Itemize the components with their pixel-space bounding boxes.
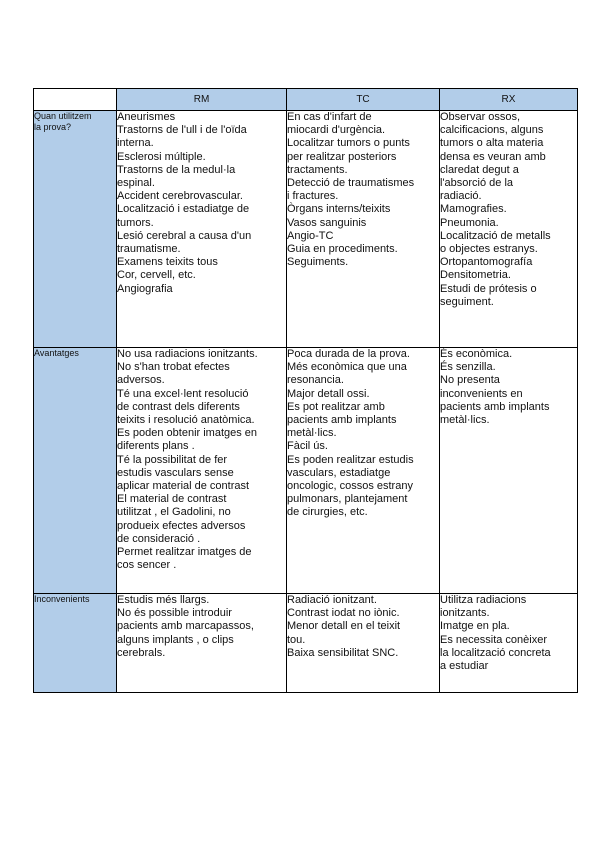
header-row [34, 89, 578, 111]
cell-line: tractaments. [287, 163, 348, 176]
cell-tc [287, 594, 440, 693]
cell-line: de consideració . [117, 532, 201, 545]
cell-line: Lesió cerebral a causa d'un [117, 229, 252, 242]
cell-line: Òrgans interns/teixits [287, 203, 391, 216]
cell-line: seguiment. [440, 295, 494, 308]
cell-line: aplicar material de contrast [117, 480, 250, 493]
row-header-line: Inconvenients [34, 594, 90, 604]
cell-line: Estudis més llargs. [117, 594, 210, 606]
header-tc: TC [287, 89, 440, 111]
cell-line: No usa radiacions ionitzants. [117, 348, 258, 360]
cell-line: pacients amb marcapassos, [117, 620, 254, 633]
cell-line: Ortopantomografía [440, 256, 533, 269]
cell-line: En cas d'infart de [287, 111, 372, 123]
cell-rx [440, 348, 578, 594]
cell-line: metàl·lics. [440, 414, 490, 427]
cell-line: estudis vasculars sense [117, 466, 234, 479]
cell-rx [440, 594, 578, 693]
cell-line: Trastorns de la medul·la [117, 163, 236, 176]
cell-line: Accident cerebrovascular. [117, 190, 243, 203]
row-header-line: la prova? [34, 122, 72, 132]
cell-line: Permet realitzar imatges de [117, 546, 252, 559]
cell-line: Observar ossos, [440, 111, 521, 123]
row-header [34, 594, 117, 693]
cell-line: El material de contrast [117, 493, 227, 506]
cell-line: oncologic, cossos estrany [287, 480, 413, 493]
row-header-line: Quan utilitzem [34, 111, 92, 121]
cell-line: tumors. [117, 216, 154, 229]
cell-line: pulmonars, plantejament [287, 493, 408, 506]
cell-line: Menor detall en el teixit [287, 620, 401, 633]
cell-line: cerebrals. [117, 646, 166, 659]
cell-line: densa es veuran amb [440, 150, 546, 163]
cell-line: radiació. [440, 190, 482, 203]
row-header [34, 348, 117, 594]
row-advantages [34, 348, 578, 594]
cell-line: pacients amb implants [287, 414, 397, 427]
cell-rm [117, 111, 287, 348]
cell-line: Es poden obtenir imatges en [117, 427, 258, 440]
cell-line: inconvenients en [440, 387, 523, 400]
cell-tc [287, 111, 440, 348]
cell-line: Més econòmica que una [287, 361, 407, 374]
header-rx: RX [440, 89, 578, 111]
row-header [34, 111, 117, 348]
cell-line: de contrast dels diferents [117, 400, 240, 413]
cell-line: ionitzants. [440, 607, 490, 620]
cell-line: produeix efectes adversos [117, 519, 246, 532]
cell-line: Baixa sensibilitat SNC. [287, 646, 399, 659]
cell-line: Imatge en pla. [440, 620, 510, 633]
cell-line: No és possible introduir [117, 607, 232, 620]
cell-line: Contrast iodat no iònic. [287, 607, 400, 620]
cell-line: tumors o alta materia [440, 137, 544, 150]
cell-line: espinal. [117, 177, 155, 190]
cell-line: calcificacions, alguns [440, 124, 544, 137]
cell-line: Seguiments. [287, 256, 349, 269]
cell-rx [440, 111, 578, 348]
cell-line: Cor, cervell, etc. [117, 269, 196, 282]
cell-line: pacients amb implants [440, 400, 550, 413]
cell-line: Localització de metalls [440, 229, 551, 242]
cell-line: Detecció de traumatismes [287, 177, 415, 190]
cell-line: Aneurismes [117, 111, 176, 123]
cell-line: Examens teixits tous [117, 256, 218, 269]
cell-line: Mamografies. [440, 203, 507, 216]
header-rm: RM [117, 89, 287, 111]
cell-line: Fàcil ús. [287, 440, 328, 453]
cell-line: tou. [287, 633, 306, 646]
cell-line: No presenta [440, 374, 500, 387]
cell-line: utilitzat , el Gadolini, no [117, 506, 231, 519]
comparison-table [33, 88, 578, 693]
cell-line: Angiografia [117, 282, 173, 295]
header-corner [34, 89, 117, 111]
cell-line: Esclerosi múltiple. [117, 150, 206, 163]
cell-line: resonancia. [287, 374, 344, 387]
cell-line: Pneumonia. [440, 216, 499, 229]
cell-line: Utilitza radiacions [440, 594, 527, 606]
cell-line: Radiació ionitzant. [287, 594, 377, 606]
cell-line: És senzilla. [440, 361, 496, 374]
cell-line: Es pot realitzar amb [287, 400, 385, 413]
cell-line: Angio-TC [287, 229, 334, 242]
cell-line: o objectes estranys. [440, 243, 538, 256]
cell-line: Trastorns de l'ull i de l'oïda [117, 124, 247, 137]
cell-rm [117, 594, 287, 693]
cell-line: Es necessita conèixer [440, 633, 547, 646]
cell-line: diferents plans . [117, 440, 195, 453]
cell-line: de cirurgies, etc. [287, 506, 368, 519]
cell-line: Vasos sanguinis [287, 216, 367, 229]
cell-line: Poca durada de la prova. [287, 348, 410, 360]
cell-line: Estudi de prótesis o [440, 282, 537, 295]
cell-line: a estudiar [440, 660, 489, 673]
cell-line: traumatisme. [117, 243, 181, 256]
cell-line: metàl·lics. [287, 427, 337, 440]
row-header-line: Avantatges [34, 348, 79, 358]
cell-line: claredat degut a [440, 163, 519, 176]
cell-line: per realitzar posteriors [287, 150, 397, 163]
cell-line: Localitzar tumors o punts [287, 137, 410, 150]
cell-rm [117, 348, 287, 594]
cell-line: Major detall ossi. [287, 387, 370, 400]
cell-line: Té una excel·lent resolució [117, 387, 249, 400]
cell-line: adversos. [117, 374, 165, 387]
cell-line: teixits i resolució anatòmica. [117, 414, 255, 427]
cell-line: vasculars, estadiatge [287, 466, 391, 479]
cell-line: la localització concreta [440, 646, 551, 659]
table-body [34, 111, 578, 693]
cell-line: Densitometria. [440, 269, 511, 282]
row-disadvantages [34, 594, 578, 693]
row-usage [34, 111, 578, 348]
cell-line: No s'han trobat efectes [117, 361, 230, 374]
cell-line: Té la possibilitat de fer [117, 453, 228, 466]
cell-tc [287, 348, 440, 594]
cell-line: Guia en procediments. [287, 243, 398, 256]
cell-line: alguns implants , o clips [117, 633, 234, 646]
cell-line: l'absorció de la [440, 177, 514, 190]
cell-line: miocardi d'urgència. [287, 124, 386, 137]
cell-line: És econòmica. [440, 348, 513, 360]
cell-line: interna. [117, 137, 154, 150]
cell-line: i fractures. [287, 190, 339, 203]
cell-line: cos sencer . [117, 559, 177, 572]
cell-line: Localització i estadiatge de [117, 203, 250, 216]
cell-line: Es poden realitzar estudis [287, 453, 414, 466]
